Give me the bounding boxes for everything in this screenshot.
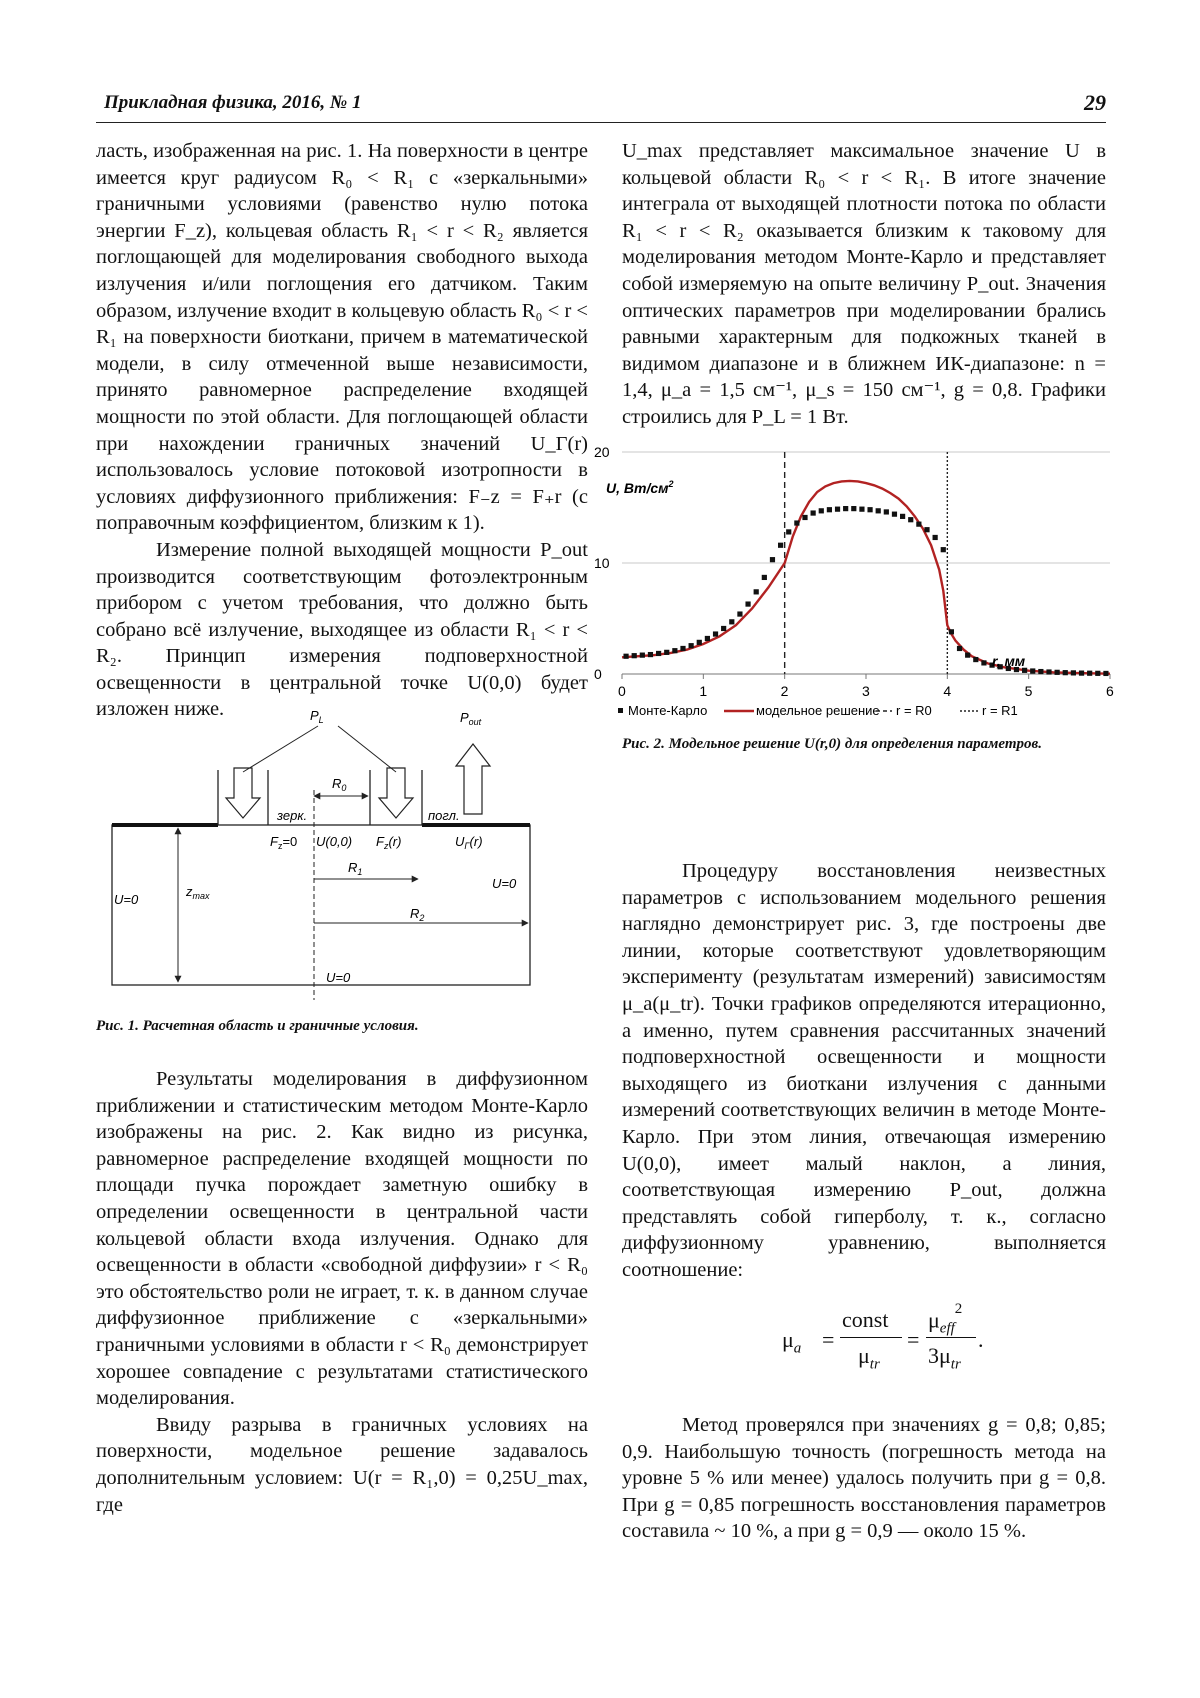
label-zmax: $z_{max}$: [186, 884, 210, 901]
mc-point: [851, 506, 856, 511]
left-para-2: Измерение полной выходящей мощности P_out производится соответствующим фотоэлектронным прибором с учетом требования, что должно быть собрано всё излучение, выходящее из области R₁ < r < R₂. Принцип измерения подповерхностной освещенности в центральной точке U(0,0) будет изложен ниже.: [96, 538, 588, 721]
mc-point: [640, 653, 645, 658]
left-column-lower: [96, 1066, 588, 1518]
label-u00: U(0,0): [316, 834, 353, 849]
left-para-4: Ввиду разрыва в граничных условиях на поверхности, модельное решение задавалось дополнительным условием: U(r = R₁,0) = 0,25U_max, где: [96, 1413, 588, 1516]
mc-point: [770, 557, 775, 562]
left-para-1: ласть, изображенная на рис. 1. На поверхности в центре имеется круг радиусом R₀ < R₁ с «зеркальными» граничными условиями (равенство нулю потока энергии F_z), кольцевая область R₁ < r < R₂ является поглощающей для моделирования свободного выхода излучения и/или поглощения его датчиком. Таким образом, излучение входит в кольцевую область R₀ < r < R₁ на поверхности биоткани, причем в математической модели, в силу отмеченной выше независимости, принято равномерное распределение входящей мощности по этой области. Для поглощающей области при нахождении граничных значений U_Γ(r) использовалось условие потоковой изотропности в условиях диффузионного приближения: F₋z = F₊r (с поправочным коэффициентом, близким к 1).: [96, 140, 588, 535]
page-number: 29: [1084, 90, 1106, 115]
mc-point: [705, 636, 710, 641]
figure-1-diagram: [100, 708, 580, 1100]
mc-point: [843, 506, 848, 511]
left-para-3: Результаты моделирования в диффузионном приближении и статистическим методом Монте-Карло изображены на рис. 2. Как видно из рисунка, равномерное распределение входящей мощности по площади пучка порождает заметную ошибку в определении освещенности в центральной части кольцевой области входа излучения. Однако для освещенности в области «свободной диффузии» r < R₀ это обстоятельство роли не играет, т. к. в данном случае диффузионное приближение с «зеркальными» граничными условиями в области r < R₀ демонстрирует хорошее совпадение с результатами статистического моделирования.: [96, 1068, 588, 1410]
mc-point: [811, 510, 816, 515]
mc-point: [900, 514, 905, 519]
mc-point: [835, 507, 840, 512]
mc-point: [1087, 671, 1092, 676]
mc-point: [737, 611, 742, 616]
pl-line-left: [243, 726, 318, 772]
mc-point: [762, 575, 767, 580]
mc-point: [1046, 669, 1051, 674]
x-tick-label-3: 3: [862, 683, 870, 699]
mc-point: [957, 646, 962, 651]
mc-point: [754, 589, 759, 594]
label-r1: $R_1$: [348, 860, 363, 877]
figure-1-caption: Рис. 1. Расчетная область и граничные условия.: [96, 1018, 419, 1034]
mc-point: [680, 646, 685, 651]
mc-point: [965, 653, 970, 658]
right-para-2: Процедуру восстановления неизвестных параметров с использованием модельного решения наглядно демонстрирует рис. 3, где построены две линии, которые соответствуют удовлетворяющим эксперименту (результатам измерений) зависимостям μ_a(μ_tr). Точки графиков определяются итерационно, а именно, путем сравнения рассчитанных значений подповерхностной освещенности и мощности выходящего из биоткани излучения с данными измерений соответствующих величин в методе Монте-Карло. При этом линия, отвечающая измерению U(0,0), имеет малый наклон, а линия, соответствующая измерению P_out, должна представлять собой гиперболу, т. к., согласно диффузионному уравнению, выполняется соотношение:: [622, 860, 1106, 1281]
mc-point: [949, 629, 954, 634]
mc-point: [672, 648, 677, 653]
right-para-1: U_max представляет максимальное значение U в кольцевой области R₀ < r < R₁. В итоге значение интеграла от выходящей плотности потока по области R₁ < r < R₂ оказывается близким к таковому для моделирования методом Монте-Карло и представляет собой измеряемую на опыте величину P_out. Значения оптических параметров при моделировании брались равными характерным для подкожных тканей в видимом диапазоне и в ближнем ИК-диапазоне: n = 1,4, μ_a = 1,5 см⁻¹, μ_s = 150 см⁻¹, g = 0,8. Графики строились для P_L = 1 Вт.: [622, 140, 1106, 428]
mc-point: [713, 631, 718, 636]
chart-ylabel: U, $Вт/см^2$: [606, 479, 674, 496]
x-tick-label-1: 1: [699, 683, 708, 699]
figure-2-caption: Рис. 2. Модельное решение U(r,0) для определения параметров.: [622, 736, 1042, 752]
legend-marker-mc: [618, 708, 623, 713]
mc-point: [1063, 670, 1068, 675]
mc-point: [1055, 670, 1060, 675]
left-column: [96, 138, 588, 723]
mc-point: [632, 653, 637, 658]
mc-point: [859, 507, 864, 512]
right-para-3: Метод проверялся при значениях g = 0,8; 0,85; 0,9. Наибольшую точность (погрешность метода на уровне 5 % или менее) удалось получить при g = 0,8. При g = 0,85 погрешность восстановления параметров составила ~ 10 %, а при g = 0,9 — около 15 %.: [622, 1414, 1106, 1543]
label-u0-bottom: U=0: [326, 970, 351, 985]
right-column-lower: [622, 1412, 1106, 1545]
series-monte-carlo: [623, 506, 1108, 676]
x-tick-label-4: 4: [943, 683, 952, 699]
journal-title: Прикладная физика, 2016, № 1: [104, 92, 362, 113]
mc-point: [721, 626, 726, 631]
label-pogl: погл.: [428, 808, 460, 823]
mc-point: [1038, 669, 1043, 674]
label-r0: $R_0$: [332, 776, 347, 793]
label-ug: $U_\Gamma(r)$: [455, 834, 483, 851]
x-tick-label-2: 2: [780, 683, 789, 699]
mc-point: [884, 509, 889, 514]
formula-num1: const: [842, 1307, 889, 1332]
label-pl: $P_L$: [310, 708, 324, 725]
mc-point: [1095, 671, 1100, 676]
formula-eq1: =: [822, 1327, 835, 1352]
chart-xlabel: r, мм: [992, 653, 1026, 669]
formula-den2: $3\mu_{tr}$: [928, 1343, 961, 1373]
label-pout: $P_{out}$: [460, 710, 482, 727]
label-fzr: $F_z(r)$: [376, 834, 402, 851]
mc-point: [623, 654, 628, 659]
mc-point: [941, 547, 946, 552]
label-fz0: $F_z=0$: [270, 834, 298, 851]
right-column: [622, 138, 1106, 431]
pl-line-right: [338, 726, 396, 772]
chart-grid: [622, 452, 1110, 674]
mc-point: [786, 529, 791, 534]
label-r2: $R_2$: [410, 906, 425, 923]
mc-point: [1103, 671, 1108, 676]
x-tick-label-6: 6: [1106, 683, 1114, 699]
mc-point: [876, 508, 881, 513]
mc-point: [794, 520, 799, 525]
mc-point: [973, 657, 978, 662]
series-model-line: [622, 481, 1110, 674]
mc-point: [778, 543, 783, 548]
mc-point: [819, 508, 824, 513]
outgoing-arrow: [456, 744, 490, 814]
mc-point: [745, 601, 750, 606]
mc-point: [867, 507, 872, 512]
formula-fracline-1: [840, 1337, 902, 1338]
formula-den1: $\mu_{tr}$: [858, 1343, 880, 1373]
mc-point: [729, 619, 734, 624]
mc-point: [697, 640, 702, 645]
x-tick-label-0: 0: [618, 683, 626, 699]
formula-mu-a: [760, 1301, 984, 1378]
legend-label-r0: r = R0: [896, 703, 932, 718]
incoming-arrow-left: [226, 768, 260, 818]
formula-fracline-2: [926, 1337, 976, 1338]
mc-point: [981, 660, 986, 665]
mc-point: [1079, 671, 1084, 676]
mc-point: [916, 522, 921, 527]
y-tick-label-20: 20: [594, 444, 610, 460]
x-tick-label-5: 5: [1024, 683, 1033, 699]
formula-eq2: =: [907, 1327, 920, 1352]
mc-point: [648, 652, 653, 657]
mc-point: [802, 515, 807, 520]
mc-point: [924, 527, 929, 532]
header-rule: [96, 122, 1106, 123]
mc-point: [689, 643, 694, 648]
mc-point: [892, 512, 897, 517]
label-u0-right: U=0: [492, 876, 517, 891]
incoming-arrow-right: [379, 768, 413, 818]
label-u0-left: U=0: [114, 892, 139, 907]
running-header: [96, 88, 1106, 124]
legend-label-model: модельное решение: [756, 703, 880, 718]
mc-point: [908, 517, 913, 522]
y-tick-label-10: 10: [594, 555, 610, 571]
legend-label-r1: r = R1: [982, 703, 1018, 718]
mc-point: [933, 535, 938, 540]
mc-point: [656, 651, 661, 656]
mc-point: [1030, 668, 1035, 673]
label-zerk: зерк.: [277, 808, 308, 823]
right-column-middle: [622, 858, 1106, 1284]
mc-point: [664, 650, 669, 655]
formula-num2: $\mu_{eff}^2$: [928, 1301, 963, 1337]
formula-lhs: $\mu_a$: [782, 1327, 802, 1357]
mc-point: [827, 507, 832, 512]
y-tick-label-0: 0: [594, 666, 602, 682]
formula-tail: .: [978, 1327, 984, 1352]
legend-label-mc: Монте-Карло: [628, 703, 708, 718]
mc-point: [1071, 670, 1076, 675]
chart-legend: [618, 703, 1018, 718]
